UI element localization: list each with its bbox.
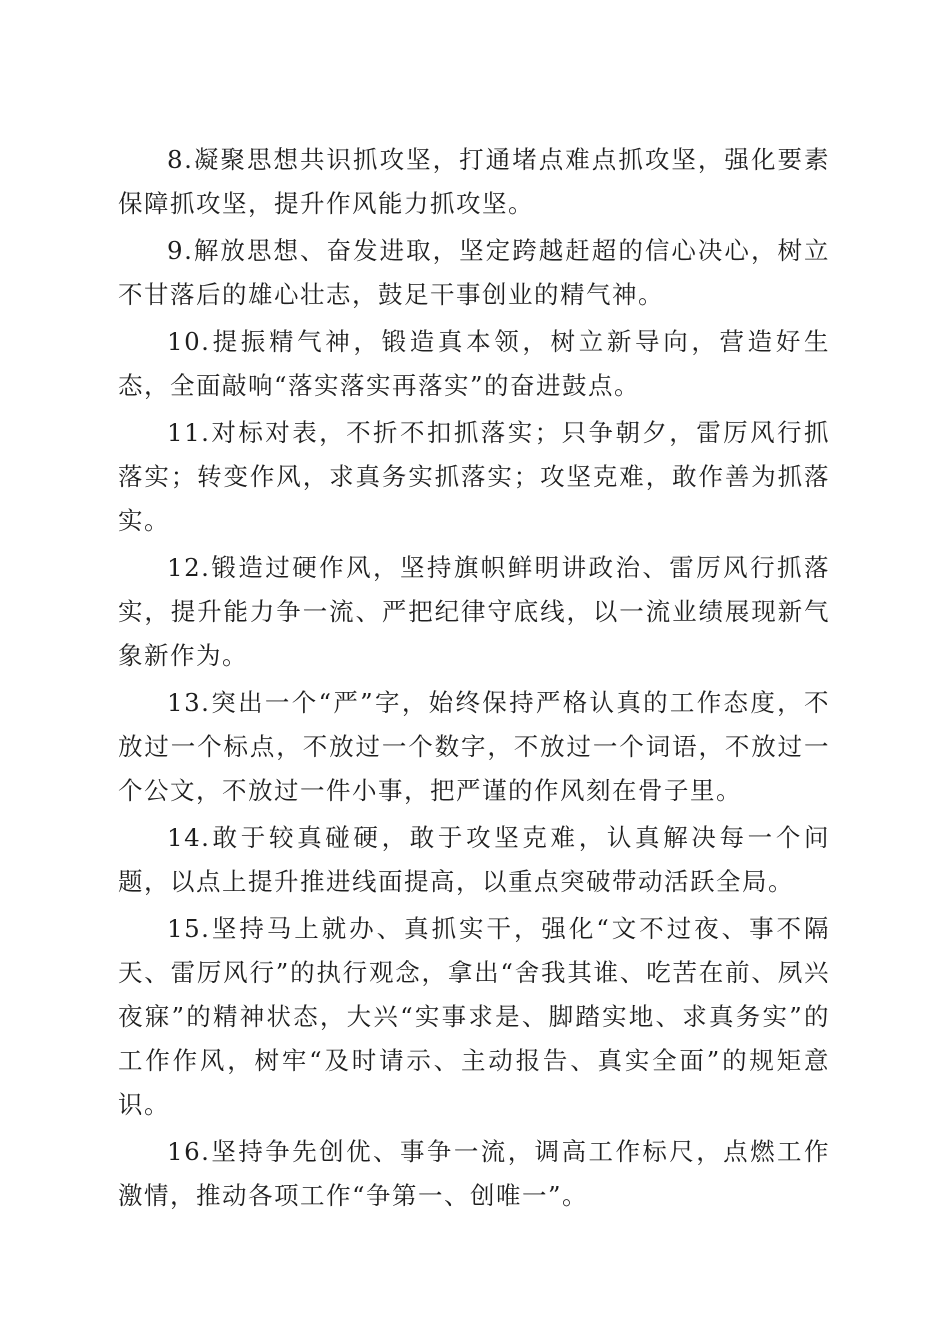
document-body xyxy=(118,138,830,1221)
paragraph-12: 12.锻造过硬作风，坚持旗帜鲜明讲政治、雷厉风行抓落实，提升能力争一流、严把纪律守底线，以一流业绩展现新气象新作为。 xyxy=(118,553,830,670)
paragraph-14: 14.敢于较真碰硬，敢于攻坚克难，认真解决每一个问题，以点上提升推进线面提高，以重点突破带动活跃全局。 xyxy=(118,823,830,896)
paragraph-8: 8.凝聚思想共识抓攻坚，打通堵点难点抓攻坚，强化要素保障抓攻坚，提升作风能力抓攻坚。 xyxy=(118,145,830,218)
paragraph-16: 16.坚持争先创优、事争一流，调高工作标尺，点燃工作激情，推动各项工作“争第一、创唯一”。 xyxy=(118,1137,830,1210)
paragraph-9: 9.解放思想、奋发进取，坚定跨越赶超的信心决心，树立不甘落后的雄心壮志，鼓足干事创业的精气神。 xyxy=(118,236,830,309)
paragraph-10: 10.提振精气神，锻造真本领，树立新导向，营造好生态，全面敲响“落实落实再落实”的奋进鼓点。 xyxy=(118,327,830,400)
paragraph-15: 15.坚持马上就办、真抓实干，强化“文不过夜、事不隔天、雷厉风行”的执行观念，拿出“舍我其谁、吃苦在前、夙兴夜寐”的精神状态，大兴“实事求是、脚踏实地、求真务实”的工作作风，树牢“及时请示、主动报告、真实全面”的规矩意识。 xyxy=(118,914,830,1119)
paragraph-11: 11.对标对表，不折不扣抓落实；只争朝夕，雷厉风行抓落实；转变作风，求真务实抓落实；攻坚克难，敢作善为抓落实。 xyxy=(118,418,830,535)
paragraph-13: 13.突出一个“严”字，始终保持严格认真的工作态度，不放过一个标点，不放过一个数字，不放过一个词语，不放过一个公文，不放过一件小事，把严谨的作风刻在骨子里。 xyxy=(118,688,830,805)
